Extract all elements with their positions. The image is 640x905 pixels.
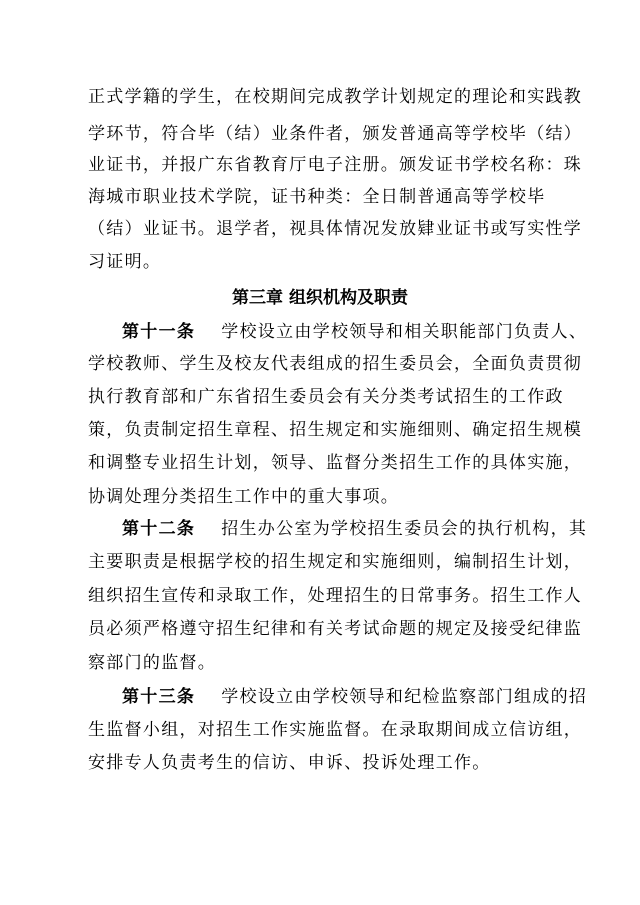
article-13-label: 第十三条	[122, 687, 196, 707]
paragraph-line: 生监督小组，对招生工作实施监督。在录取期间成立信访组，	[88, 720, 583, 740]
article-12-label: 第十二条	[122, 519, 196, 539]
paragraph-line: 执行教育部和广东省招生委员会有关分类考试招生的工作政	[88, 387, 564, 407]
paragraph-line: 正式学籍的学生，在校期间完成教学计划规定的理论和实践教	[88, 87, 583, 107]
paragraph-line: 安排专人负责考生的信访、申诉、投诉处理工作。	[88, 753, 491, 773]
article-11-first-line	[122, 322, 592, 342]
paragraph-line: 组织招生宣传和录取工作，处理招生的日常事务。招生工作人	[88, 586, 583, 606]
paragraph-line: 海城市职业技术学院，证书种类：全日制普通高等学校毕	[88, 187, 546, 207]
paragraph-line: 业证书，并报广东省教育厅电子注册。颁发证书学校名称：珠	[88, 155, 583, 175]
article-11-label: 第十一条	[122, 322, 196, 342]
article-12-text: 招生办公室为学校招生委员会的执行机构，其	[221, 519, 588, 539]
article-11-text: 学校设立由学校领导和相关职能部门负责人、	[221, 322, 588, 342]
paragraph-line: 协调处理分类招生工作中的重大事项。	[88, 487, 400, 507]
paragraph-line: （结）业证书。退学者，视具体情况发放肄业证书或写实性学	[88, 219, 583, 239]
paragraph-line: 学校教师、学生及校友代表组成的招生委员会，全面负责贯彻	[88, 354, 583, 374]
paragraph-line: 策，负责制定招生章程、招生规定和实施细则、确定招生规模	[88, 420, 583, 440]
article-13-text: 学校设立由学校领导和纪检监察部门组成的招	[221, 687, 588, 707]
article-12-first-line	[122, 519, 592, 539]
paragraph-line: 习证明。	[88, 252, 162, 272]
paragraph-line: 主要职责是根据学校的招生规定和实施细则，编制招生计划，	[88, 552, 583, 572]
chapter-title: 第三章 组织机构及职责	[232, 288, 408, 308]
paragraph-line: 员必须严格遵守招生纪律和有关考试命题的规定及接受纪律监	[88, 619, 583, 639]
article-13-first-line	[122, 687, 592, 707]
paragraph-line: 和调整专业招生计划，领导、监督分类招生工作的具体实施，	[88, 453, 583, 473]
paragraph-line: 察部门的监督。	[88, 653, 217, 673]
paragraph-line: 学环节，符合毕（结）业条件者，颁发普通高等学校毕（结）	[88, 124, 583, 144]
